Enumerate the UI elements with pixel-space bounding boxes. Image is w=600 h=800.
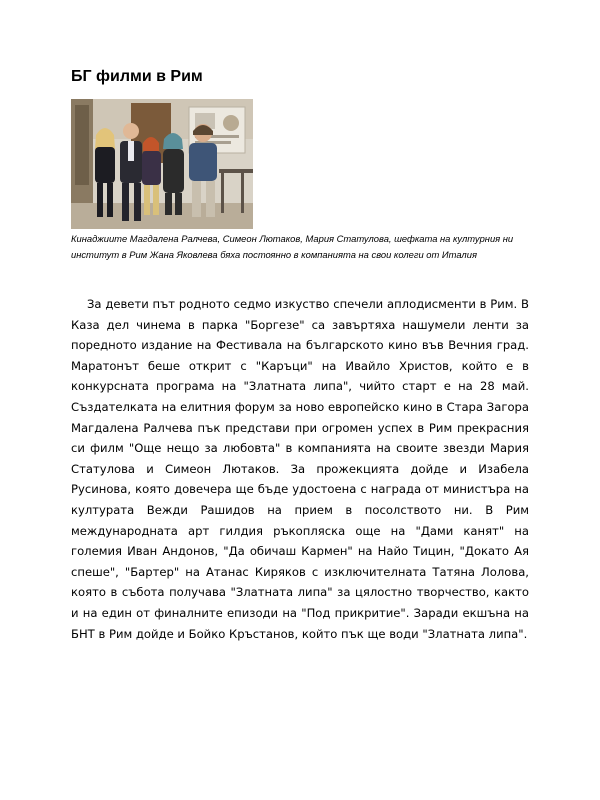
article-body: За девети път родното седмо изкуство спечели аплодисменти в Рим. В Каза дел чинема в парка "Боргезе" са завъртяха нашумели ленти за поредното издание на Фестивала на българското кино във Вечния град. Маратонът беше открит с "Каръци" на Ивайло Христов, който е в конкурсната програма на "Златната липа", чийто старт е на 28 май. Създателката на елитния форум за ново европейско кино в Стара Загора Магдалена Ралчева пък представи при огромен успех в Рим прекрасния си филм "Още нещо за любовта" в компанията на своите звезди Мария Статулова и Симеон Лютаков. За прожекцията дойде и Изабела Русинова, която довечера ще бъде удостоена с награда от министъра на културата Вежди Рашидов на прием в посолството ни. В Рим международната арт гилдия ръкопляска още на "Дами канят" на големия Иван Андонов, "Да обичаш Кармен" на Найо Тицин, "Докато Ая спеше", "Бартер" на Атанас Киряков с изключителната Татяна Лолова, която в събота получава "Златната липа" за цялостно творчество, както и на един от финалните епизоди на "Под прикритие". Заради екшъна на БНТ в Рим дойде и Бойко Кръстанов, който пък ще води "Златната липа". — [71, 297, 529, 641]
photo-caption: Кинаджиите Магдалена Ралчева, Симеон Лютаков, Мария Статулова, шефката на културния ни институт в Рим Жана Яковлева бяха постоянно в компанията на свои колеги от Италия — [71, 233, 514, 260]
article-title: БГ филми в Рим — [71, 68, 203, 85]
group-photo-icon — [71, 99, 253, 229]
group-photo — [71, 99, 253, 229]
